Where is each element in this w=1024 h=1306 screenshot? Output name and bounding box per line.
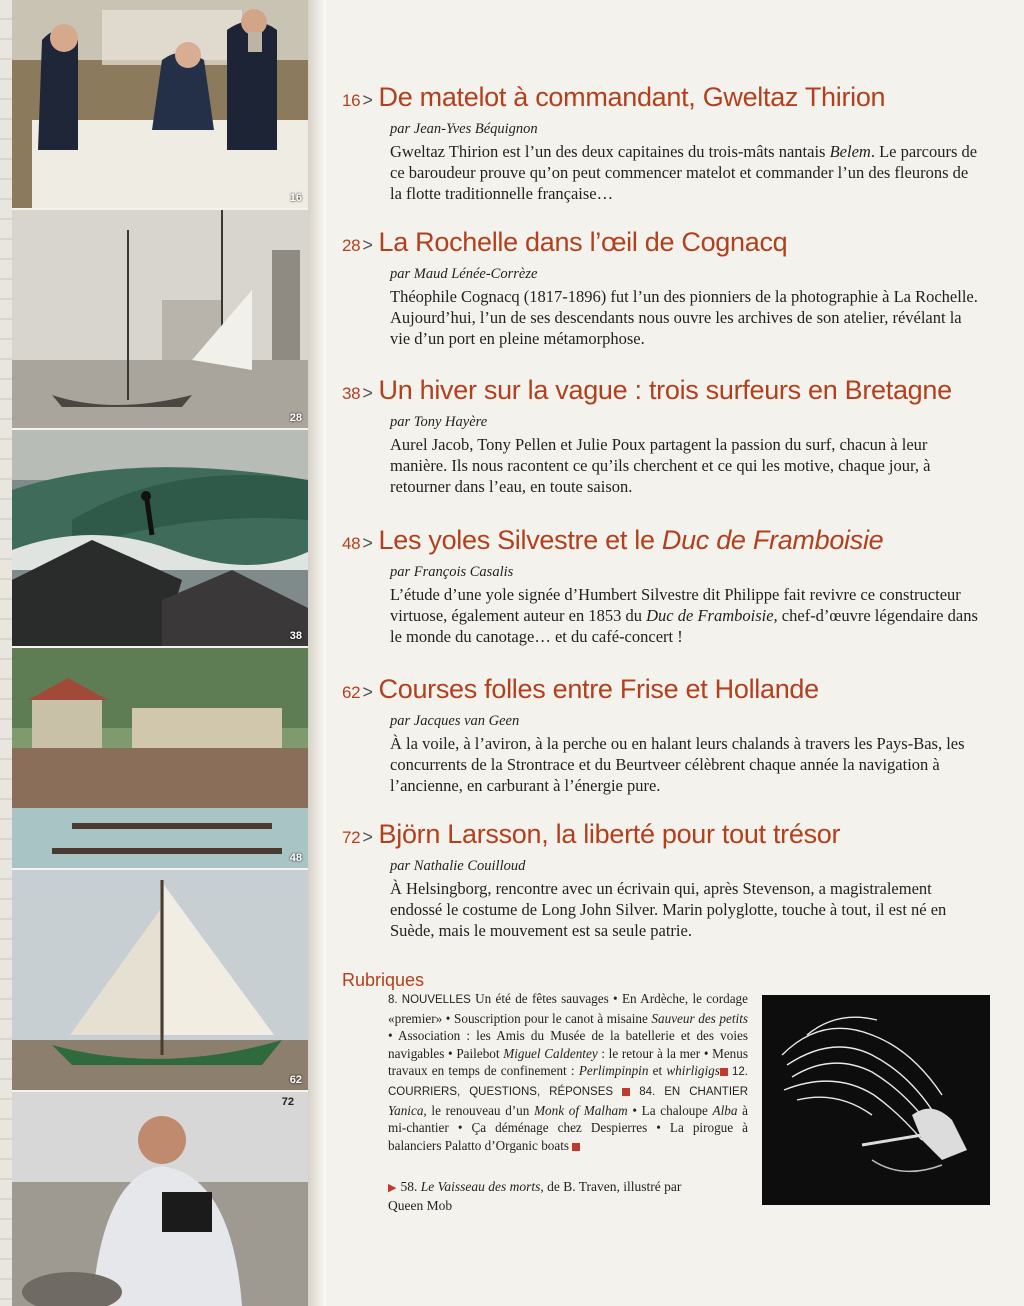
photo-surfer: [12, 430, 308, 646]
article-entry[interactable]: [342, 226, 982, 349]
article-summary: Théophile Cognacq (1817-1896) fut l’un des pionniers de la photographie à La Rochelle. Aujourd’hui, l’un de ses descendants nous ouvre les archives de son atelier, révélant la vie d’un port en pleine métamorphose.: [390, 287, 978, 348]
page-number: 38: [342, 384, 361, 403]
page-gutter: [308, 0, 326, 1306]
photo-regatta-painting: [12, 648, 308, 868]
page-number: 72: [342, 828, 361, 847]
illustration-caption: ▶ 58. Le Vaisseau des morts, de B. Traven, illustré par Queen Mob: [388, 1179, 682, 1213]
photo-page-label: 28: [289, 412, 302, 424]
article-summary: Gweltaz Thirion est l’un des deux capitaines du trois-mâts nantais Belem. Le parcours de ce baroudeur prouve qu’on peut commencer matelot et commander l’un des fleurons de la flotte traditionnelle française…: [390, 142, 978, 203]
page-number: 48: [342, 534, 361, 553]
article-author: par Tony Hayère: [390, 414, 488, 430]
photo-la-rochelle-port: [12, 210, 308, 428]
photo-page-label: 16: [289, 192, 302, 204]
page-number: 16: [342, 91, 361, 110]
title-text: Courses folles entre Frise et Hollande: [378, 674, 819, 704]
photo-column: [12, 0, 308, 1306]
article-entry[interactable]: [342, 81, 982, 204]
article-summary: À la voile, à l’aviron, à la perche ou en halant leurs chalands à travers les Pays-Bas, les concurrents de la Strontrace et du Beurtveer célèbrent chaque année la navigation à l’ancienne, en carburant à l’énergie pure.: [390, 734, 965, 795]
photo-ship-bridge: [12, 0, 308, 208]
article-title[interactable]: 28 > La Rochelle dans l’œil de Cognacq: [342, 227, 788, 257]
title-text: Un hiver sur la vague : trois surfeurs en Bretagne: [378, 375, 952, 405]
illustration-vaisseau-des-morts: [762, 995, 990, 1205]
article-title[interactable]: 38 > Un hiver sur la vague : trois surfeurs en Bretagne: [342, 375, 952, 405]
section-end-square: [622, 1088, 630, 1096]
article-entry[interactable]: [342, 374, 982, 497]
article-author: par Jean-Yves Béquignon: [390, 121, 538, 137]
article-author: par Maud Lénée-Corrèze: [390, 266, 538, 282]
article-author: par Nathalie Couilloud: [390, 858, 526, 874]
article-entry[interactable]: [342, 524, 982, 647]
section-end-square: [572, 1143, 580, 1151]
article-author: par Jacques van Geen: [390, 713, 520, 729]
photo-sailboat: [12, 870, 308, 1090]
section-end-square: [720, 1068, 728, 1076]
article-title[interactable]: 48 > Les yoles Silvestre et le Duc de Framboisie: [342, 525, 884, 555]
photo-page-label: 62: [289, 1074, 302, 1086]
page-number: 62: [342, 683, 361, 702]
title-text: La Rochelle dans l’œil de Cognacq: [378, 227, 788, 257]
article-title[interactable]: 72 > Björn Larsson, la liberté pour tout trésor: [342, 819, 841, 849]
article-author: par François Casalis: [390, 564, 514, 580]
title-text: Les yoles Silvestre et le Duc de Framboisie: [378, 525, 884, 555]
rubriques-heading: Rubriques: [342, 970, 425, 990]
article-summary: L’étude d’une yole signée d’Humbert Silvestre dit Philippe fait revivre ce constructeur virtuose, également auteur en 1853 du Duc de Framboisie, chef-d’œuvre légendaire dans le monde du canotage… et du café-concert !: [390, 585, 978, 646]
binding-edge: [0, 0, 12, 1306]
article-entry[interactable]: [342, 818, 982, 941]
title-text: De matelot à commandant, Gweltaz Thirion: [378, 82, 886, 112]
article-summary: Aurel Jacob, Tony Pellen et Julie Poux partagent la passion du surf, chacun à leur manière. Ils nous racontent ce qu’ils cherchent et ce qui les motive, chaque jour, à retourner dans l’eau, en toute saison.: [390, 435, 931, 496]
photo-page-label: 72: [281, 1096, 294, 1108]
photo-author-portrait: [12, 1092, 308, 1306]
article-title[interactable]: 16 > De matelot à commandant, Gweltaz Thirion: [342, 82, 886, 112]
photo-page-label: 48: [289, 852, 302, 864]
rubriques-list: 8. NOUVELLES Un été de fêtes sauvages • En Ardèche, le cordage «premier» • Souscription pour le canot à misaine Sauveur des petits • Association : les Amis du Musée de la batellerie et des voies navigables • Pailebot Miguel Caldentey : le retour à la mer • Menus travaux en temps de confinement : Perlimpinpin et whirligigs 12. COURRIERS, QUESTIONS, RÉPONSES 84. EN CHANTIER Yanica, le renouveau d’un Monk of Malham • La chaloupe Alba à mi-chantier • Ça déménage chez Despierres • La pirogue à balanciers Palatto d’Organic boats: [388, 991, 748, 1153]
article-entry[interactable]: [342, 673, 982, 796]
photo-page-label: 38: [289, 630, 302, 642]
page-number: 28: [342, 236, 361, 255]
article-title[interactable]: 62 > Courses folles entre Frise et Hollande: [342, 674, 819, 704]
title-text: Björn Larsson, la liberté pour tout trésor: [378, 819, 841, 849]
article-summary: À Helsingborg, rencontre avec un écrivain qui, après Stevenson, a magistralement endossé le costume de Long John Silver. Marin polyglotte, touche à tout, il est né en Suède, mais le mouvement est sa seule patrie.: [390, 879, 947, 940]
